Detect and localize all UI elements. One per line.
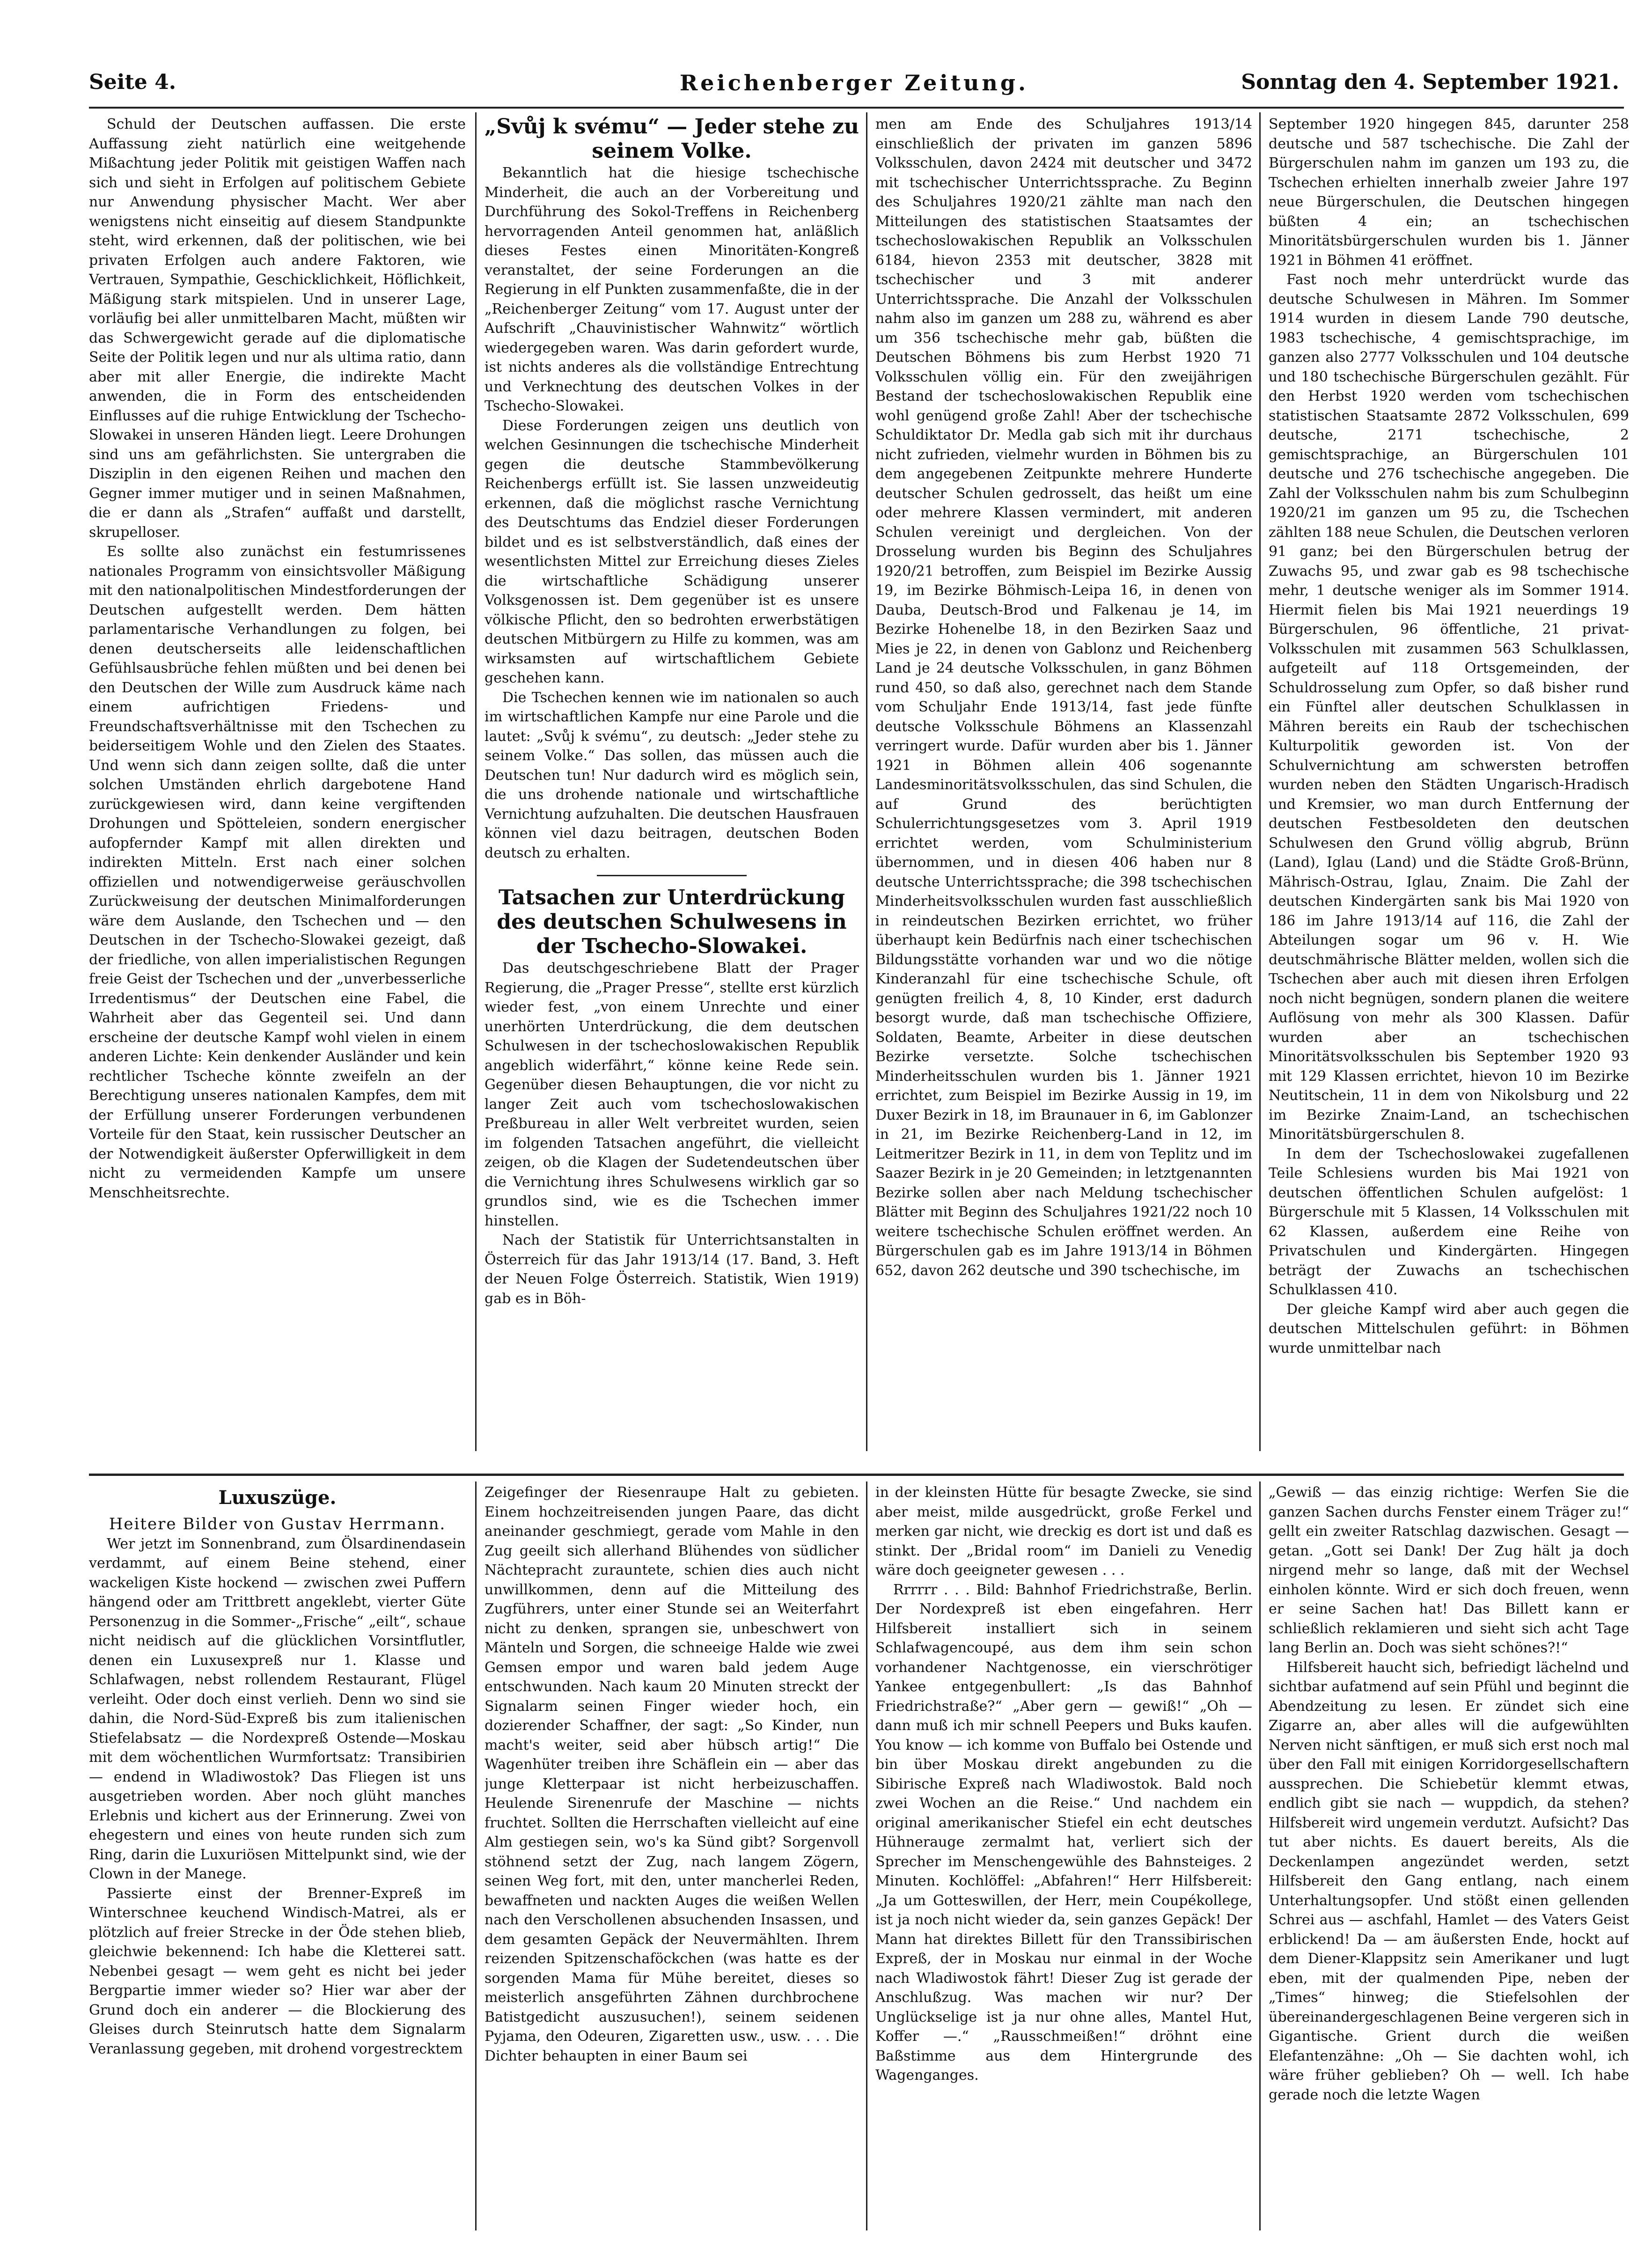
paragraph: Diese Forderungen zeigen uns deutlich von welchen Gesinnungen die tschechische Minderheit gegen die deutsche Stammbevölkerung Reichenbergs erfüllt ist. Sie lassen unzweideutig erkennen, daß die möglichst rasche Vernichtung des Deutschtums das Endziel dieser Forderungen bildet und es ist selbstverständlich, daß eines der wesentlichsten Mittel zur Erreichung dieses Zieles die wirtschaftliche Schädigung unserer Volksgenossen ist. Dem gegenüber ist es unsere völkische Pflicht, den so bedrohten erwerbstätigen deutschen Mitbürgern zu Hilfe zu kommen, was am wirksamsten auf wirtschaftlichem Gebiete geschehen kann. [485,417,859,686]
page-number: Seite 4. [89,70,176,94]
feuilleton-rule [89,1474,1624,1476]
paragraph: Die Tschechen kennen wie im nationalen so auch im wirtschaftlichen Kampfe nur eine Parole und die lautet: „Svůj k svému“, zu deutsch: „Jeder stehe zu seinem Volke.“ Das sollen, das müssen auch die Deutschen tun! Nur dadurch wird es möglich sein, die uns drohende nationale und wirtschaftliche Vernichtung aufzuhalten. Die deutschen Hausfrauen können viel dazu beitragen, deutschen Boden deutsch zu erhalten. [485,689,859,861]
paragraph: Fast noch mehr unterdrückt wurde das deutsche Schulwesen in Mähren. Im Sommer 1914 wurden in diesem Lande 790 deutsche, 1983 tschechische, 4 gemischtsprachige, im ganzen also 2777 Volksschulen und 104 deutsche und 180 tschechische Bürgerschulen gezählt. Für den Herbst 1920 werden vom tschechischen statistischen Staatsamte 2872 Volksschulen, 699 deutsche, 2171 tschechische, 2 gemischtsprachige, an Bürgerschulen 101 deutsche und 276 tschechische angegeben. Die Zahl der Volksschulen nahm bis zum Schulbeginn 1920/21 im ganzen um 95 zu, die Tschechen zählten 188 neue Schulen, die Deutschen verloren 91 ganz; bei den Bürgerschulen betrug der Zuwachs 95, und zwar gab es 98 tschechische mehr, 1 deutsche weniger als im Sommer 1914. Hiermit fielen bis Mai 1921 neuerdings 19 Bürgerschulen, 96 öffentliche, 21 privat-Volksschulen mit zusammen 563 Schulklassen, aufgeteilt auf 118 Ortsgemeinden, der Schuldrosselung zum Opfer, so daß bisher rund ein Fünftel aller deutschen Schulklassen in Mähren bereits ein Raub der tschechischen Kulturpolitik geworden ist. Von der Schulvernichtung am schwersten betroffen wurden neben den Städten Ungarisch-Hradisch und Kremsier, wo man durch Entfernung der deutschen Festbesoldeten den deutschen Schulwesen den Grund völlig abgrub, Brünn (Land), Iglau (Land) und die Städte Groß-Brünn, Mährisch-Ostrau, Iglau, Znaim. Die Zahl der deutschen Kindergärten sank bis Mai 1920 von 186 im Jahre 1913/14 auf 116, die Zahl der Abteilungen sogar um 96 v. H. Wie deutschmährische Blätter melden, wollen sich die Tschechen aber auch mit diesen ihren Erfolgen noch nicht begnügen, sondern planen die weitere Auflösung von mehr als 300 Klassen. Dafür wurden aber an tschechischen Minoritätsvolksschulen bis September 1920 93 mit 129 Klassen errichtet, hievon 10 im Bezirke Neutitschein, 11 in dem von Nikolsburg und 22 im Bezirke Znaim-Land, an tschechischen Minoritätsbürgerschulen 8. [1269,271,1629,1143]
feuilleton-column-1 [89,1483,466,2232]
paragraph: in der kleinsten Hütte für besagte Zwecke, sie sind aber meist, milde ausgedrückt, große Ferkel und merken gar nicht, wie dreckig es dort ist und daß es stinkt. Der „Bridal room“ im Danieli zu Venedig wäre doch geeigneter gewesen . . . [875,1484,1252,1578]
feuilleton-column-2 [485,1483,859,2232]
column-divider [1259,1482,1261,2230]
column-divider [475,1482,477,2230]
feuilleton-title: Luxuszüge. [218,1487,337,1509]
paragraph: Nach der Statistik für Unterrichtsanstalten in Österreich für das Jahr 1913/14 (17. Band, 3. Heft der Neuen Folge Österreich. Statistik, Wien 1919) gab es in Böh- [485,1232,859,1307]
article-column-2 [485,115,859,1453]
feuilleton-column-4 [1269,1483,1629,2232]
paragraph: Schuld der Deutschen auffassen. Die erste Auffassung zieht natürlich eine weitgehende Mißachtung jeder Politik mit geistigen Waffen nach sich und sieht in Erfolgen auf politischem Gebiete nur Anwendung physischer Macht. Wer aber wenigstens nicht einseitig auf diesem Standpunkte steht, wird erkennen, daß der politischen, wie bei privaten Erfolgen auch andere Faktoren, wie Vertrauen, Sympathie, Geschicklichkeit, Höflichkeit, Mäßigung stark mitspielen. Und in unserer Lage, vorläufig bei aller unmittelbaren Macht, müßten wir das Schwergewicht gerade auf die diplomatische Seite der Politik legen und nur als ultima ratio, dann aber mit aller Energie, die indirekte Macht anwenden, die in Form des entscheidenden Einflusses auf die ruhige Entwicklung der Tschecho-Slowakei in unseren Händen liegt. Leere Drohungen sind uns am gefährlichsten. Sie untergraben die Disziplin in den eigenen Reihen und machen den Gegner immer mutiger und in seinen Maßnahmen, die er dann als „Strafen“ auffaßt und darstellt, skrupelloser. [89,116,466,541]
header-rule [89,107,1624,109]
paragraph: Wer jetzt im Sonnenbrand, zum Ölsardinendasein verdammt, auf einem Beine stehend, einer wackeligen Kiste hockend — zwischen zwei Puffern hängend oder am Trittbrett angeklebt, vierter Güte Personenzug in die Sommer-„Frische“ „eilt“, schaue nicht neidisch auf die glücklichen Vorsintflutler, denen ein Luxusexpreß nur 1. Klasse und Schlafwagen, nebst rollendem Restaurant, Flügel verleiht. Oder doch einst verlieh. Denn wo sind sie dahin, die Nord-Süd-Expreß bis zum italienischen Stiefelabsatz — die Nordexpreß Ostende—Moskau mit dem wöchentlichen Wurmfortsatz: Transibirien — endend in Wladiwostok? Das Fliegen ist uns ausgetrieben worden. Aber noch glüht manches Erlebnis und kichert aus der Erinnerung. Zwei von ehegestern und eines von heute runden sich zum Ring, darin die Luxuriösen Mittelpunkt sind, wie der Clown in der Manege. [89,1535,466,1882]
article-column-1 [89,115,466,1453]
page-header [89,70,1619,103]
column-divider [866,112,867,1451]
article-headline: Tatsachen zur Unterdrückung des deutschen Schulwesens in der Tschecho-Slowakei. [497,886,847,958]
article-headline: „Svůj k svému“ — Jeder stehe zu seinem Volke. [485,115,859,163]
paragraph: In dem der Tschechoslowakei zugefallenen Teile Schlesiens wurden bis Mai 1921 von deutschen öffentlichen Schulen aufgelöst: 1 Bürgerschule mit 5 Klassen, 14 Volksschulen mit 62 Klassen, außerdem eine Reihe von Privatschulen und Kindergärten. Hingegen beträgt der Zuwachs an tschechischen Schulklassen 410. [1269,1145,1629,1298]
feuilleton-byline: Heitere Bilder von Gustav Herrmann. [109,1515,446,1533]
paragraph: Bekanntlich hat die hiesige tschechische Minderheit, die auch an der Vorbereitung und Durchführung des Sokol-Treffens in Reichenberg hervorragenden Anteil genommen hat, anläßlich dieses Festes einen Minoritäten-Kongreß veranstaltet, der seine Forderungen an die Regierung in elf Punkten zusammenfaßte, die in der „Reichenberger Zeitung“ vom 17. August unter der Aufschrift „Chauvinistischer Wahnwitz“ wörtlich wiedergegeben waren. Was darin gefordert wurde, ist nichts anderes als die vollständige Entrechtung und Verknechtung des deutschen Volkes in der Tschecho-Slowakei. [485,165,859,414]
paragraph: Hilfsbereit haucht sich, befriedigt lächelnd und sichtbar aufatmend auf sein Pfühl und beginnt die Abendzeitung zu lesen. Er zündet sich eine Zigarre an, aber alles will die aufgewühlten Nerven nicht sänftigen, er muß sich erst noch mal über den Fall mit einigen Korridorgesellschaftern aussprechen. Die Schiebetür klemmt etwas, endlich gibt sie nach — wuppdich, da stehen? Hilfsbereit wird ungemein verdutzt. Aufsicht? Das tut aber nichts. Es dauert bereits, Als die Deckenlampen angezündet werden, setzt Hilfsbereit den Gang entlang, nach einem Unterhaltungsopfer. Und stößt einen gellenden Schrei aus — aschfahl, Hamlet — des Vaters Geist erblickend! Da — am äußersten Ende, hockt auf dem Diener-Klappsitz sein Amerikaner und lugt eben, mit der qualmenden Pipe, neben der „Times“ hinweg; die Stiefelsohlen der übereinandergeschlagenen Beine vergeren sich in Gigantische. Grient durch die weißen Elefantenzähne: „Oh — Sie dachten wohl, ich wäre früher geblieben? Oh — well. Ich habe gerade noch die letzte Wagen [1269,1659,1629,2103]
paragraph: Das deutschgeschriebene Blatt der Prager Regierung, die „Prager Presse“, stellte erst kürzlich wieder fest, „von einem Unrechte und einer unerhörten Unterdrückung, die dem deutschen Schulwesen in der tschechoslowakischen Republik angeblich widerfährt,“ könne keine Rede sein. Gegenüber diesen Behauptungen, die vor nicht zu langer Zeit auch vom tschechoslowakischen Preßbureau in aller Welt verbreitet wurden, seien im folgenden Tatsachen angeführt, die vielleicht zeigen, ob die Klagen der Sudetendeutschen über die Vernichtung ihres Schulwesens wirklich gar so grundlos sind, wie es die Tschechen immer hinstellen. [485,960,859,1229]
masthead: Reichenberger Zeitung. [679,70,1029,95]
article-column-4 [1269,115,1629,1453]
paragraph: men am Ende des Schuljahres 1913/14 einschließlich der privaten im ganzen 5896 Volksschulen, davon 2424 mit deutscher und 3472 mit tschechischer Unterrichtssprache. Zu Beginn des Schuljahres 1920/21 zählte man nach den Mitteilungen des statistischen Staatsamtes der tschechoslowakischen Republik an Volksschulen 6184, hievon 2353 mit deutscher, 3828 mit tschechischer und 3 mit anderer Unterrichtssprache. Die Anzahl der Volksschulen nahm also im ganzen um 288 zu, während es aber um 356 tschechische mehr gab, büßten die Deutschen Böhmens bis zum Herbst 1920 71 Volksschulen völlig ein. Für den zweijährigen Bestand der tschechoslowakischen Republik eine wohl genügend große Zahl! Aber der tschechische Schuldiktator Dr. Medla gab sich mit ihr durchaus nicht zufrieden, vielmehr wurden in Böhmen bis zu dem angegebenen Zeitpunkte mehrere Hunderte deutscher Schulen gedrosselt, das heißt um eine oder mehrere Klassen vermindert, mit anderen Schulen vereinigt und dergleichen. Von der Drosselung wurden bis Beginn des Schuljahres 1920/21 betroffen, zum Beispiel im Bezirke Aussig 19, im Bezirke Böhmisch-Leipa 16, in denen von Dauba, Deutsch-Brod und Falkenau je 14, im Bezirke Hohenelbe 18, in den Bezirken Saaz und Mies je 22, in denen von Gablonz und Reichenberg Land je 24 deutsche Volksschulen, in ganz Böhmen rund 450, so daß also, gerechnet nach dem Stande vom Schuljahr Ende 1913/14, fast jede fünfte deutsche Volksschule Böhmens an Klassenzahl verringert wurde. Dafür wurden aber bis 1. Jänner 1921 in Böhmen allein 406 sogenannte Landesminoritätsvolksschulen, das sind Schulen, die auf Grund des berüchtigten Schulerrichtungsgesetzes vom 3. April 1919 errichtet werden, vom Schulministerium übernommen, und in diesen 406 haben nur 8 deutsche Unterrichtssprache; die 398 tschechischen Minderheitsvolksschulen wurden fast ausschließlich in reindeutschen Bezirken errichtet, wo früher überhaupt kein Bedürfnis nach einer tschechischen Bildungsstätte vorhanden war und wo die nötige Kinderanzahl für eine tschechische Schule, oft genügten freilich 4, 8, 10 Kinder, erst dadurch besorgt wurde, daß man tschechische Offiziere, Soldaten, Beamte, Arbeiter in diese deutschen Bezirke versetzte. Solche tschechischen Minderheitsschulen wurden bis 1. Jänner 1921 errichtet, zum Beispiel im Bezirke Aussig in 19, im Duxer Bezirk in 18, im Braunauer in 6, im Gablonzer in 21, im Bezirke Reichenberg-Land in 12, im Leitmeritzer Bezirk in 11, in dem von Teplitz und im Saazer Bezirk in je 20 Gemeinden; in letztgenannten Bezirke sollen aber nach Meldung tschechischer Blätter mit Beginn des Schuljahres 1921/22 noch 10 weitere tschechische Schulen eröffnet werden. An Bürgerschulen gab es im Jahre 1913/14 in Böhmen 652, davon 262 deutsche und 390 tschechische, im [875,116,1252,1279]
paragraph: Rrrrrr . . . Bild: Bahnhof Friedrichstraße, Berlin. Der Nordexpreß ist eben eingefahren. Herr Hilfsbereit installiert sich in seinem Schlafwagencoupé, aus dem ihm sein schon vorhandener Nachtgenosse, ein vierschrötiger Yankee entgegenbullert: „Is das Bahnhof Friedrichstraße?“ „Aber gern — gewiß!“ „Oh — dann muß ich mir schnell Peepers und Buks kaufen. You know — ich komme von Buffalo bei Ostende und bin über Moskau direkt angebunden zu die Sibirische Expreß nach Wladiwostok. Bald noch zwei Wochen an die Reise.“ Und nachdem ein original amerikanischer Stiefel ein echt deutsches Hühnerauge zermalmt hat, verliert sich der Sprecher im Menschengewühle des Bahnsteiges. 2 Minuten. Kochlöffel: „Abfahren!“ Herr Hilfsbereit: „Ja um Gotteswillen, der Herr, mein Coupékollege, ist ja noch nicht wieder da, sein ganzes Gepäck! Der Mann hat direktes Billett für den Transsibirischen Expreß, der in Moskau nur einmal in der Woche nach Wladiwostok fährt! Dieser Zug ist gerade der Anschlußzug. Was machen wir nur? Der Unglückselige ist ja nur ohne alles, Mantel Hut, Koffer —.“ „Rausschmeißen!“ dröhnt eine Baßstimme aus dem Hintergrunde des Wagenganges. [875,1581,1252,2083]
article-separator [597,875,747,876]
paragraph: Es sollte also zunächst ein festumrissenes nationales Programm von einsichtsvoller Mäßigung mit den nationalpolitischen Mindestforderungen der Deutschen aufgestellt werden. Dem hätten parlamentarische Verhandlungen zu folgen, bei denen deutscherseits alle leidenschaftlichen Gefühlsausbrüche fehlen müßten und bei denen bei den Deutschen der Wille zum Ausdruck käme nach einem aufrichtigen Friedens- und Freundschaftsverhältnisse mit den Tschechen zu beiderseitigem Wohle und den Zielen des Staates. Und wenn sich dann zeigen sollte, daß die unter solchen Umständen ehrlich dargebotene Hand zurückgewiesen wird, dann keine vergiftenden Drohungen und Spötteleien, sondern energischer aufopfernder Kampf mit allen direkten und indirekten Mitteln. Erst nach einer solchen offiziellen und notwendigerweise geräuschvollen Zurückweisung der deutschen Minimalforderungen wäre dem Auslande, den Tschechen und — den Deutschen in der Tschecho-Slowakei gezeigt, daß der friedliche, von allen imperialistischen Regungen freie Geist der Tschechen und der „unverbesserliche Irredentismus“ der Deutschen eine Fabel, die Wahrheit aber das Gegenteil sei. Und dann erscheine der deutsche Kampf wohl vielen in einem anderen Lichte: Kein denkender Ausländer und kein rechtlicher Tscheche könnte zweifeln an der Berechtigung unseres nationalen Kampfes, dem mit der Erfüllung unserer Forderungen verbundenen Vorteile für den Staat, kein russischer Deutscher an der Notwendigkeit äußerster Opferwilligkeit in dem nicht zu vermeidenden Kampfe um unsere Menschheitsrechte. [89,543,466,1201]
issue-date: Sonntag den 4. September 1921. [1241,70,1619,94]
paragraph: Zeigefinger der Riesenraupe Halt zu gebieten. Einem hochzeitreisenden jungen Paare, das dicht aneinander geschmiegt, gerade vom Mahle in den Zug geeilt sich allerhand Blühendes von südlicher Nächtepracht zurauntete, schien dies auch nicht unwillkommen, denn auf die Mitteilung des Zugführers, unter einer Stunde sei an Weiterfahrt nicht zu denken, sprangen sie, unbeschwert von Mänteln und Sorgen, die schneeige Halde wie zwei Gemsen empor und waren bald jedem Auge entschwunden. Nach kaum 20 Minuten streckt der Signalarm seinen Finger wieder hoch, ein dozierender Schaffner, der sagt: „So Kinder, nun macht's weiter, seid aber hübsch artig!“ Die Wagenhüter treiben ihre Schäflein ein — aber das junge Kletterpaar ist nicht herbeizuschaffen. Heulende Sirenenrufe der Maschine — nichts fruchtet. Sollten die Herrschaften vielleicht auf eine Alm gestiegen sein, wo's ka Sünd gibt? Sorgenvoll stöhnend setzt der Zug, nach langem Zögern, seinen Weg fort, mit den, unter mancherlei Reden, bewaffneten und nackten Auges die weißen Wellen nach den Verschollenen absuchenden Insassen, und dem gesamten Gepäck der Neuvermählten. Ihrem reizenden Spitzenschaföckchen (was hatte es der sorgenden Mama für Mühe bereitet, dieses so meisterlich ansgeführten Zähnen durchbrochene Batistgedicht auszusuchen!), seinem seidenen Pyjama, den Odeuren, Zigaretten usw., usw. . . . Die Dichter behaupten in einer Baum sei [485,1484,859,2064]
paragraph: September 1920 hingegen 845, darunter 258 deutsche und 587 tschechische. Die Zahl der Bürgerschulen nahm im ganzen um 193 zu, die Tschechen erhielten innerhalb zweier Jahre 197 neue Bürgerschulen, die Deutschen hingegen büßten 4 ein; an tschechischen Minoritätsbürgerschulen wurden bis 1. Jänner 1921 in Böhmen 41 eröffnet. [1269,116,1629,269]
paragraph: Passierte einst der Brenner-Expreß im Winterschnee keuchend Windisch-Matrei, als er plötzlich auf freier Strecke in der Öde stehen blieb, gleichwie bekennend: Ich habe die Kletterei satt. Nebenbei gesagt — wem geht es nicht bei jeder Bergpartie immer wieder so? Hier war aber der Grund doch ein anderer — die Blockierung des Gleises durch Steinrutsch hatte dem Signalarm Veranlassung gegeben, mit drohend vorgestrecktem [89,1885,466,2057]
article-column-3 [875,115,1252,1453]
column-divider [866,1482,867,2230]
paragraph: Der gleiche Kampf wird aber auch gegen die deutschen Mittelschulen geführt: in Böhmen wurde unmittelbar nach [1269,1301,1629,1357]
column-divider [475,112,477,1451]
column-divider [1259,112,1261,1451]
paragraph: „Gewiß — das einzig richtige: Werfen Sie die ganzen Sachen durchs Fenster einem Träger zu!“ gellt ein zweiter Ratschlag dazwischen. Gesagt — getan. „Gott sei Dank! Der Zug hält ja doch nirgend mehr so lange, daß mit der Wechsel einholen könnte. Wird er sich doch freuen, wenn er seine Sachen hat! Das Billett kann er schließlich reklamieren und sieht sich acht Tage lang Berlin an. Doch was sieht schönes?!“ [1269,1484,1629,1656]
feuilleton-column-3 [875,1483,1252,2232]
